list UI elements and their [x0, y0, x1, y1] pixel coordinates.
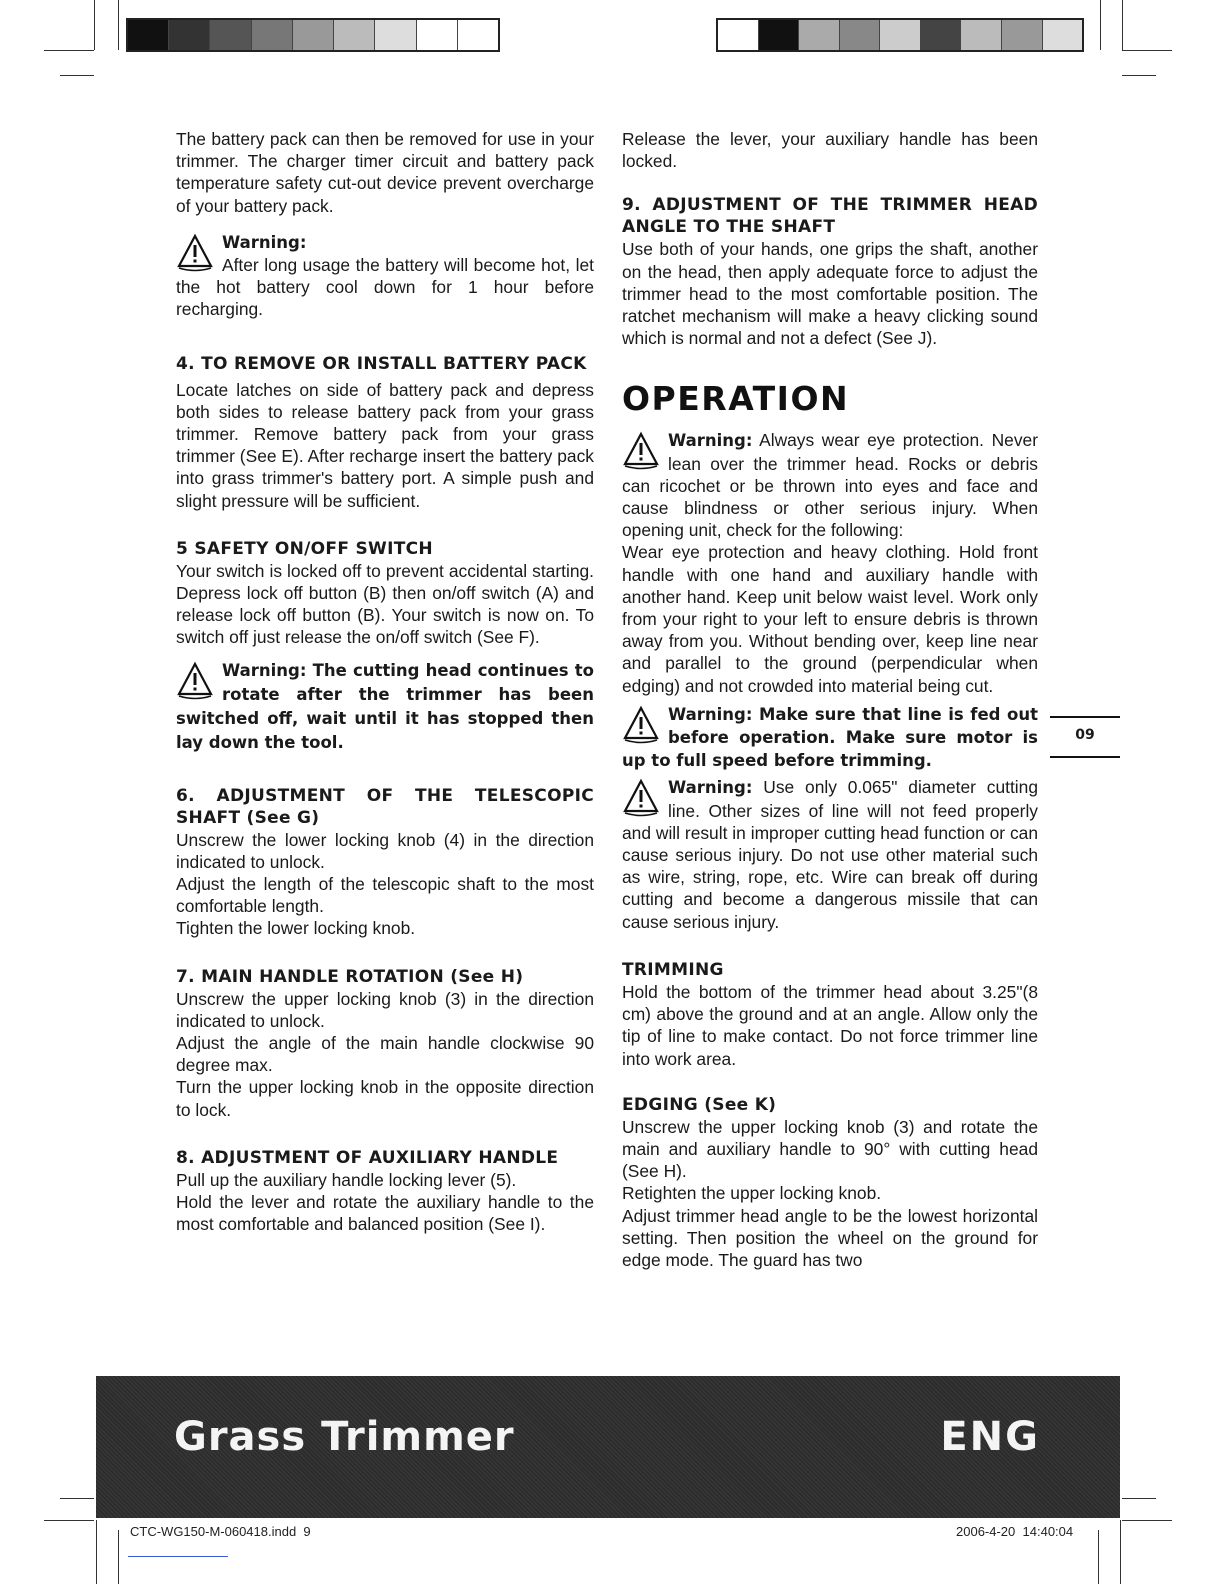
color-bar-left: [126, 18, 500, 52]
warning-text: Use only 0.065" diameter cutting line. Other sizes of line will not feed properly and will result in improper cutting head function or can cause serious injury. Do not use other material such as wire, string, rope, etc. Wire can break off during cutting and become a dangerous missile that can cause serious injury.: [622, 777, 1038, 932]
operation-heading: OPERATION: [622, 379, 850, 419]
print-slug-date: [956, 1524, 1073, 1539]
section-line: Adjust the length of the telescopic shaft to the most comfortable length.: [176, 874, 594, 917]
crop-mark: [60, 1498, 94, 1499]
slug-underline: [128, 1556, 228, 1557]
crop-mark: [1122, 1520, 1172, 1521]
section-line: Tighten the lower locking knob.: [176, 918, 416, 939]
warning-label: Warning:: [222, 232, 307, 252]
warning-text: Warning: The cutting head continues to rotate after the trimmer has been switched off, wait until it has stopped then lay down the tool.: [176, 660, 594, 752]
section-body: Your switch is locked off to prevent accidental starting. Depress lock off button (B) then on/off switch (A) and release lock off button (B). Your switch is now on. To switch off just release the on/off switch (See F).: [176, 560, 594, 648]
section-heading: EDGING (See K): [622, 1094, 777, 1115]
crop-mark: [1100, 0, 1101, 50]
section-line: Unscrew the lower locking knob (4) in the direction indicated to unlock.: [176, 829, 594, 872]
page-number-rule: [1050, 716, 1120, 718]
warning-text: After long usage the battery will become hot, let the hot battery cool down for 1 hour before recharging.: [176, 255, 594, 320]
crop-mark: [118, 1530, 119, 1584]
page-number-rule: [1050, 756, 1120, 758]
language-code: ENG: [940, 1414, 1040, 1460]
print-slug-file: [130, 1524, 311, 1539]
warning-triangle-icon: [176, 233, 214, 273]
crop-mark: [1122, 50, 1172, 51]
crop-mark: [44, 1520, 94, 1521]
warning-label: Warning:: [668, 431, 753, 451]
intro-paragraph: Release the lever, your auxiliary handle has been locked.: [622, 129, 1038, 172]
footer-band: [96, 1376, 1120, 1518]
crop-mark: [94, 0, 95, 50]
section-line: Unscrew the upper locking knob (3) and rotate the main and auxiliary handle to 90° with cutting head (See H).: [622, 1116, 1038, 1182]
intro-paragraph: The battery pack can then be removed for use in your trimmer. The charger timer circuit and battery pack temperature safety cut-out device prevent overcharge of your battery pack.: [176, 129, 594, 216]
crop-mark: [118, 0, 119, 50]
section-heading: 4. TO REMOVE OR INSTALL BATTERY PACK: [176, 353, 587, 374]
operation-body: Wear eye protection and heavy clothing. Hold front handle with one hand and auxiliary handle with another hand. Keep unit below waist level. Work only from your right to your left to ensure debris is thrown away from you. Without bending over, keep line near and parallel to the ground (perpendicular when edging) and not crowded into material being cut.: [622, 542, 1038, 696]
crop-mark: [44, 50, 94, 51]
section-line: Adjust the angle of the main handle clockwise 90 degree max.: [176, 1033, 594, 1076]
file-page: 9: [303, 1524, 311, 1539]
section-heading: TRIMMING: [622, 959, 724, 980]
section-line: Turn the upper locking knob in the opposite direction to lock.: [176, 1077, 594, 1120]
crop-mark: [1120, 1520, 1121, 1584]
section-line: Retighten the upper locking knob.: [622, 1183, 882, 1204]
section-body: Use both of your hands, one grips the shaft, another on the head, then apply adequate force to adjust the trimmer head to the most comfortable position. The ratchet mechanism will make a heavy clicking sound which is normal and not a defect (See J).: [622, 239, 1038, 349]
section-heading: 9. ADJUSTMENT OF THE TRIMMER HEAD ANGLE TO THE SHAFT: [622, 195, 1038, 238]
warning-triangle-icon: [622, 431, 660, 471]
warning-triangle-icon: [622, 778, 660, 818]
section-heading: 6. ADJUSTMENT OF THE TELESCOPIC SHAFT (See G): [176, 785, 594, 828]
page-number: 09: [1075, 727, 1095, 743]
warning-block: [176, 231, 594, 321]
warning-text: Always wear eye protection. Never lean over the trimmer head. Rocks or debris can ricochet or be thrown into eyes and face and cause blindness or other serious injury. When opening unit, check for the following:: [622, 430, 1038, 541]
section-heading: 8. ADJUSTMENT OF AUXILIARY HANDLE: [176, 1147, 559, 1168]
crop-mark: [1122, 75, 1156, 76]
warning-triangle-icon: [176, 661, 214, 701]
right-column: [622, 128, 1038, 1271]
warning-block: [622, 429, 1038, 541]
section-line: Adjust trimmer head angle to be the lowest horizontal setting. Then position the wheel on the ground for edge mode. The guard has two: [622, 1205, 1038, 1270]
section-body: Hold the bottom of the trimmer head about 3.25"(8 cm) above the ground and at an angle. Allow only the tip of line to make contact. Do not force trimmer line into work area.: [622, 981, 1038, 1069]
warning-block: [622, 703, 1038, 773]
section-line: Pull up the auxiliary handle locking lever (5).: [176, 1169, 517, 1190]
print-time: 14:40:04: [1022, 1524, 1074, 1539]
crop-mark: [1122, 1498, 1156, 1499]
warning-block: [176, 659, 594, 755]
file-name: CTC-WG150-M-060418.indd: [130, 1524, 297, 1539]
crop-mark: [1122, 0, 1123, 50]
warning-block: [622, 776, 1038, 932]
section-body: Locate latches on side of battery pack and depress both sides to release battery pack from your grass trimmer. Remove battery pack from your grass trimmer (See E). After recharge insert the battery pack into grass trimmer's battery port. A simple push and slight pressure will be sufficient.: [176, 379, 594, 511]
warning-triangle-icon: [622, 705, 660, 745]
left-column: [176, 128, 594, 1236]
color-bar-right: [716, 18, 1084, 52]
section-heading: 7. MAIN HANDLE ROTATION (See H): [176, 966, 524, 987]
warning-label: Warning:: [668, 778, 753, 798]
warning-text: Warning: Make sure that line is fed out before operation. Make sure motor is up to full speed before trimming.: [622, 704, 1038, 771]
product-title: Grass Trimmer: [174, 1414, 515, 1460]
crop-mark: [1098, 1530, 1099, 1584]
crop-mark: [96, 1520, 97, 1584]
section-heading: 5 SAFETY ON/OFF SWITCH: [176, 538, 433, 559]
section-line: Unscrew the upper locking knob (3) in the direction indicated to unlock.: [176, 988, 594, 1031]
crop-mark: [60, 75, 94, 76]
print-date: 2006-4-20: [956, 1524, 1016, 1539]
section-line: Hold the lever and rotate the auxiliary handle to the most comfortable and balanced position (See I).: [176, 1192, 594, 1235]
